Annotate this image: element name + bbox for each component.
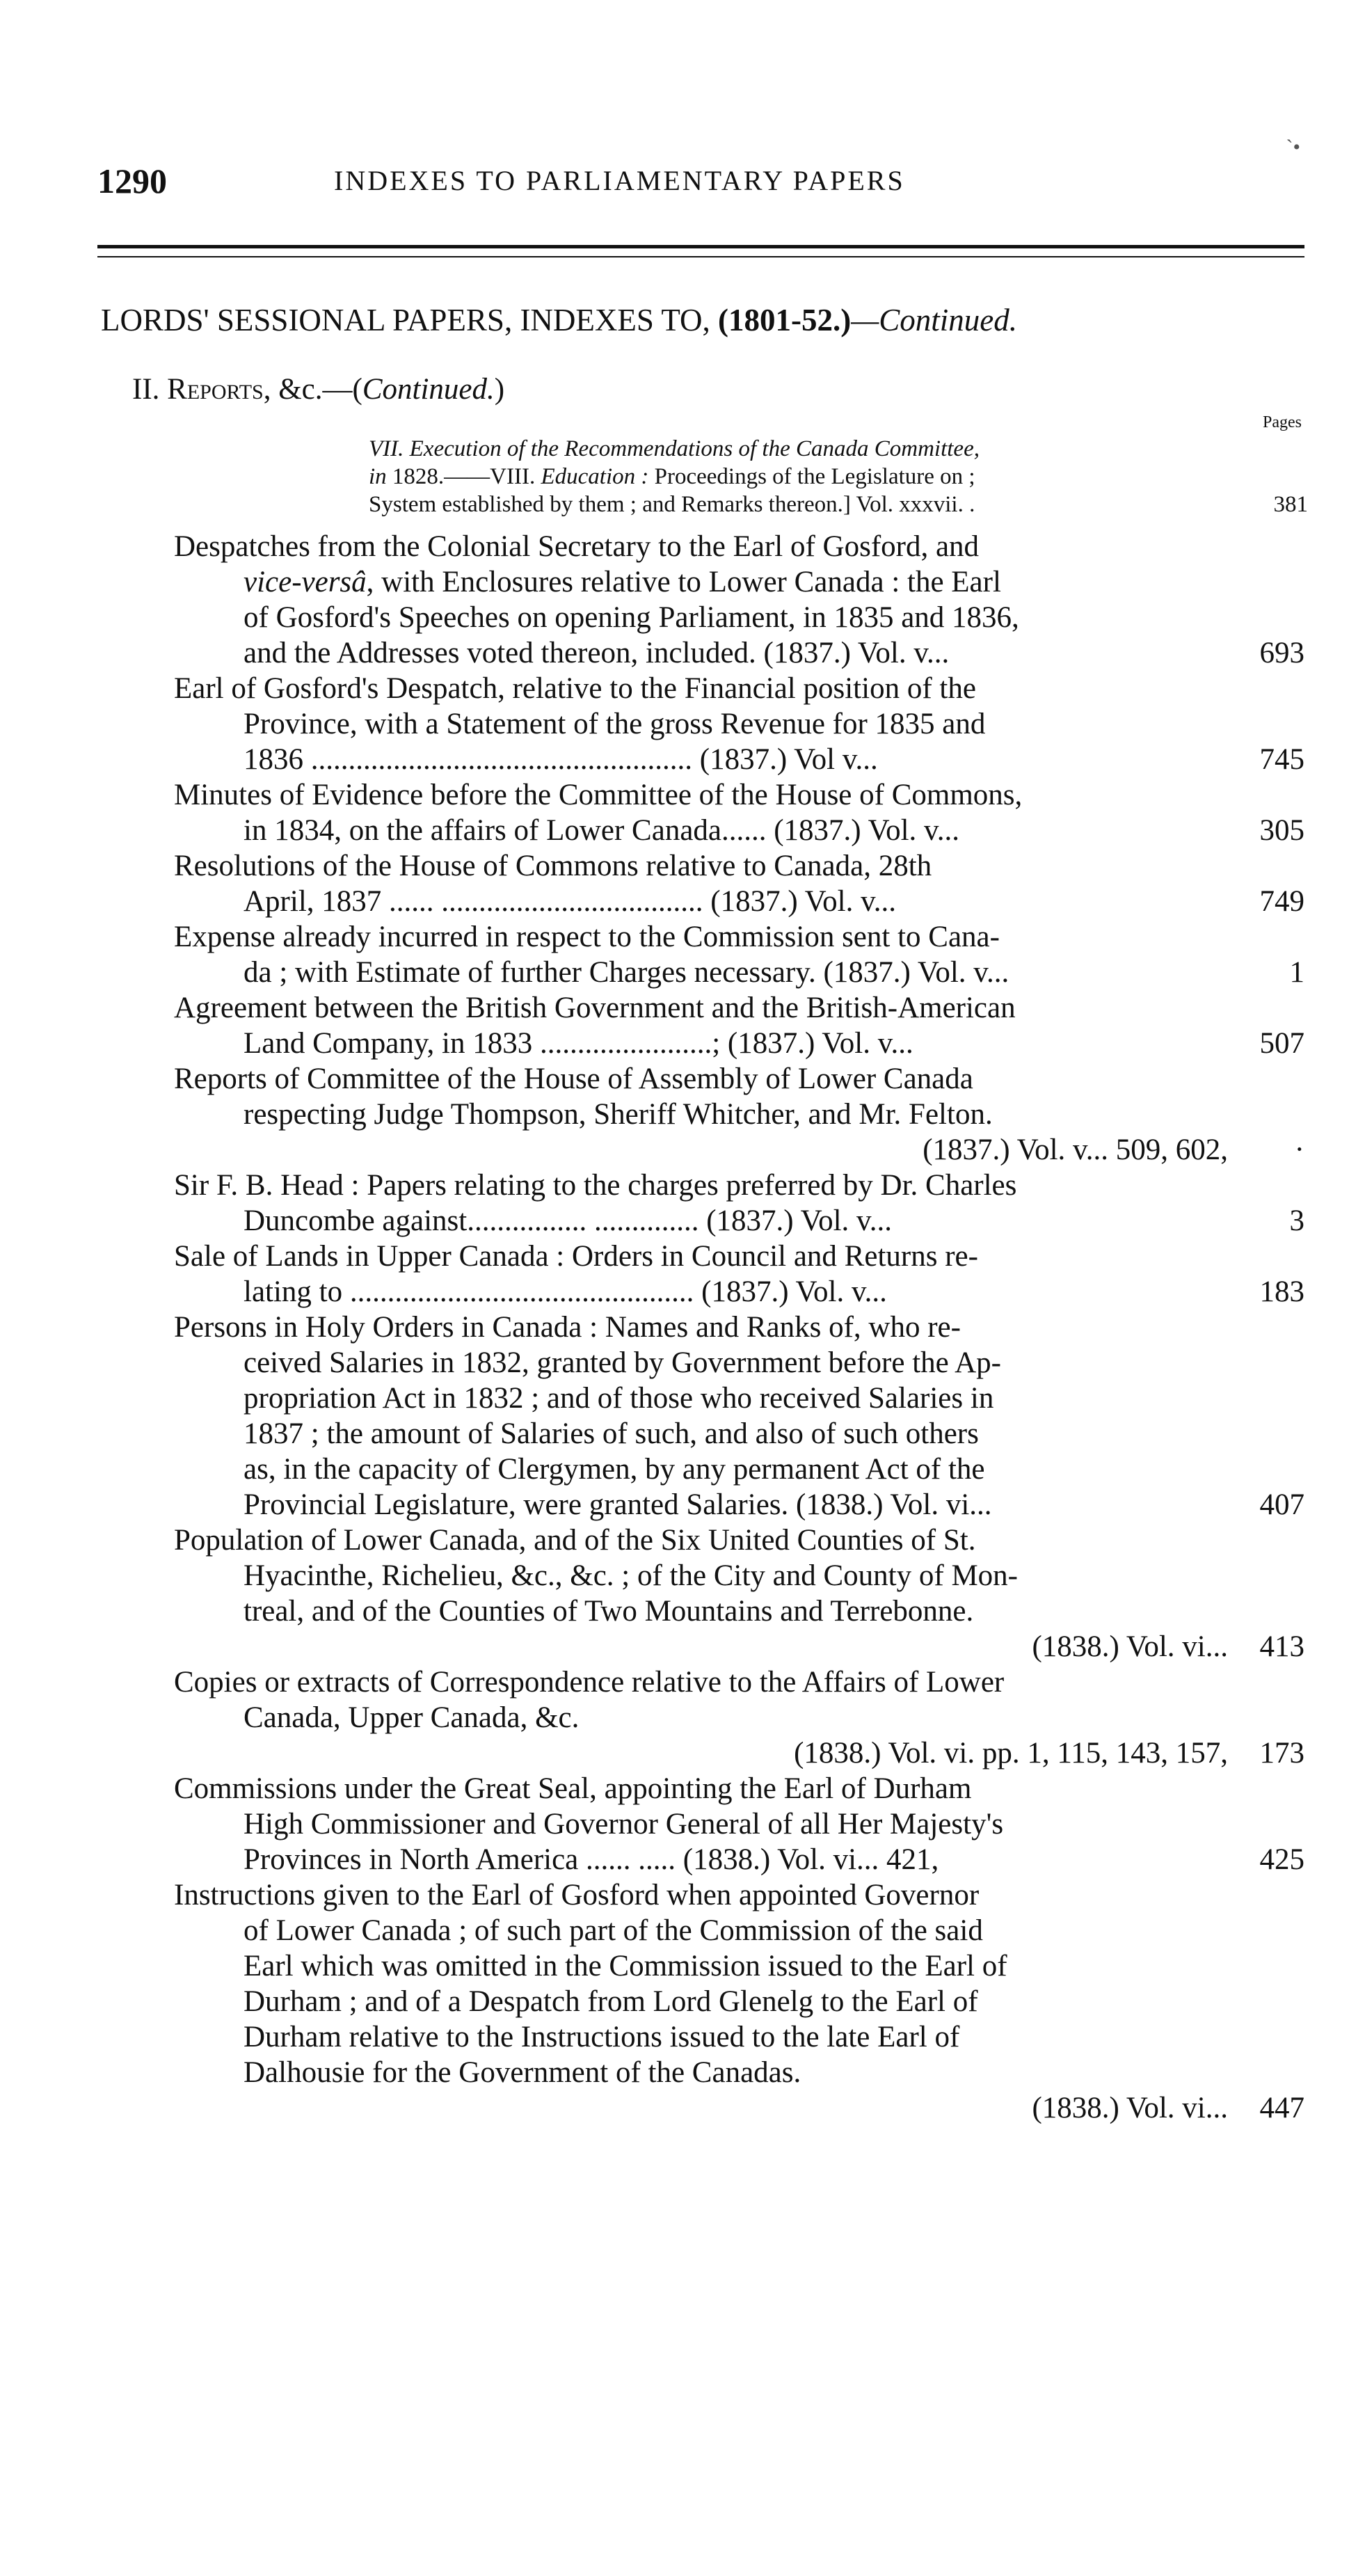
section-heading-years: (1801-52.) <box>718 303 852 337</box>
index-entry-line: Expense already incurred in respect to the Commission sent to Cana- <box>174 921 1000 953</box>
index-entry <box>174 1310 1304 1522</box>
header-rule-thick <box>97 245 1304 248</box>
index-entry-page: 1 <box>1289 956 1304 989</box>
index-entry <box>174 1664 1304 1771</box>
subheading-numeral: II. <box>132 373 168 406</box>
index-entries <box>174 529 1304 2126</box>
index-entry-line: Instructions given to the Earl of Gosford when appointed Governor <box>174 1879 980 1911</box>
index-entry-line: Sir F. B. Head : Papers relating to the charges preferred by Dr. Charles <box>174 1169 1017 1202</box>
index-entry-line: of Lower Canada ; of such part of the Commission of the said <box>244 1914 983 1947</box>
sub-entry-fragment: 1828.——VIII. <box>386 464 541 489</box>
index-entry-line: Durham ; and of a Despatch from Lord Glenelg to the Earl of <box>244 1985 978 2018</box>
index-entry-line: in 1834, on the affairs of Lower Canada...... (1837.) Vol. v... <box>244 814 960 847</box>
running-title: INDEXES TO PARLIAMENTARY PAPERS <box>334 165 905 196</box>
sub-entry-page: 381 <box>1273 492 1308 517</box>
index-entry-line: Persons in Holy Orders in Canada : Names and Ranks of, who re- <box>174 1311 961 1344</box>
index-entry-line: Durham relative to the Instructions issued to the late Earl of <box>244 2021 960 2053</box>
index-entry-line: da ; with Estimate of further Charges necessary. (1837.) Vol. v... <box>244 956 1009 989</box>
pages-column-label: Pages <box>1263 413 1302 431</box>
index-entry-page: 407 <box>1259 1488 1304 1521</box>
section-heading-continued: —Continued. <box>851 303 1018 337</box>
section-heading-main: LORDS' SESSIONAL PAPERS, INDEXES TO, <box>101 303 719 337</box>
index-entry-line: April, 1837 ...... ................................... (1837.) Vol. v... <box>244 885 897 918</box>
index-entry-line: Reports of Committee of the House of Assembly of Lower Canada <box>174 1063 973 1095</box>
index-entry-page: 447 <box>1259 2092 1304 2124</box>
subheading-close: ) <box>494 373 505 406</box>
index-entry-line: propriation Act in 1832 ; and of those who received Salaries in <box>244 1382 994 1415</box>
index-entry-line: High Commissioner and Governor General of all Her Majesty's <box>244 1808 1004 1840</box>
sub-entry-fragment: Education : <box>541 464 655 489</box>
index-entry-page: 3 <box>1289 1204 1304 1237</box>
index-entry-line: Provinces in North America ...... ..... (1838.) Vol. vi... 421, <box>244 1843 939 1876</box>
index-entry <box>174 1061 1304 1168</box>
index-entry <box>174 919 1304 990</box>
index-entry <box>174 1522 1304 1664</box>
index-entry <box>174 671 1304 777</box>
index-entry-line: vice-versâ, with Enclosures relative to Lower Canada : the Earl <box>244 566 1001 598</box>
index-entry-line: Population of Lower Canada, and of the Six United Counties of St. <box>174 1524 976 1557</box>
index-entry-line: Commissions under the Great Seal, appointing the Earl of Durham <box>174 1772 972 1805</box>
index-entry-line: Copies or extracts of Correspondence relative to the Affairs of Lower <box>174 1666 1005 1699</box>
index-entry-line: respecting Judge Thompson, Sheriff Whitcher, and Mr. Felton. <box>244 1098 993 1131</box>
index-entry-line: lating to .............................................. (1837.) Vol. v... <box>244 1275 887 1308</box>
index-entry-line: Provincial Legislature, were granted Salaries. (1838.) Vol. vi... <box>244 1488 992 1521</box>
sub-entry <box>369 435 1308 518</box>
corner-mark: `• <box>1286 136 1300 159</box>
index-entry <box>174 848 1304 919</box>
index-entry-line: 1836 ................................................... (1837.) Vol v... <box>244 743 878 776</box>
index-entry-line: Earl which was omitted in the Commission issued to the Earl of <box>244 1950 1007 1982</box>
sub-entry-fragment: Proceedings of the Legislature on ; <box>654 464 975 489</box>
section-heading <box>101 299 1017 341</box>
sub-entry-line: VII. Execution of the Recommendations of the Canada Committee, <box>369 436 980 461</box>
index-entry-line: as, in the capacity of Clergymen, by any permanent Act of the <box>244 1453 985 1486</box>
header-rule-thin <box>97 256 1304 257</box>
index-entry-page: 749 <box>1259 885 1304 918</box>
index-entry-page: 173 <box>1259 1737 1304 1770</box>
index-entry-page: 305 <box>1259 814 1304 847</box>
sub-entry-line: System established by them ; and Remarks thereon.] Vol. xxxvii. . <box>369 492 975 517</box>
index-entry-line: (1838.) Vol. vi... <box>1032 1630 1228 1663</box>
index-entry-line: Despatches from the Colonial Secretary to the Earl of Gosford, and <box>174 530 980 563</box>
index-entry <box>174 777 1304 848</box>
index-entry-line: Duncombe against................ .............. (1837.) Vol. v... <box>244 1204 892 1237</box>
index-entry-line: Sale of Lands in Upper Canada : Orders in Council and Returns re- <box>174 1240 978 1273</box>
index-entry <box>174 990 1304 1061</box>
italic-term: vice-versâ <box>244 566 367 598</box>
sub-entry-line <box>369 463 1266 491</box>
index-entry-page: · <box>1294 1134 1304 1166</box>
index-entry-line: Minutes of Evidence before the Committee of the House of Commons, <box>174 779 1023 811</box>
index-entry-page: 413 <box>1259 1630 1304 1663</box>
index-entry-line: Dalhousie for the Government of the Canadas. <box>244 2056 801 2089</box>
index-entry-line: Canada, Upper Canada, &c. <box>244 1701 580 1734</box>
index-entry-page: 745 <box>1259 743 1304 776</box>
subheading-rest: , &c.—( <box>263 373 362 406</box>
index-entry-line: (1837.) Vol. v... 509, 602, <box>923 1134 1228 1166</box>
index-entry <box>174 1168 1304 1239</box>
index-entry-line: of Gosford's Speeches on opening Parliament, in 1835 and 1836, <box>244 601 1019 634</box>
index-entry-line: Resolutions of the House of Commons relative to Canada, 28th <box>174 850 932 882</box>
subheading-continued: Continued. <box>362 373 495 406</box>
index-entry-line: Agreement between the British Government and the British-American <box>174 992 1016 1024</box>
index-entry-line: treal, and of the Counties of Two Mountains and Terrebonne. <box>244 1595 974 1628</box>
index-entry-line: Earl of Gosford's Despatch, relative to the Financial position of the <box>174 672 976 705</box>
index-entry <box>174 1771 1304 1877</box>
index-entry-line: ceived Salaries in 1832, granted by Government before the Ap- <box>244 1346 1001 1379</box>
page-number: 1290 <box>97 161 167 200</box>
index-entry-page: 183 <box>1259 1275 1304 1308</box>
index-entry-line: (1838.) Vol. vi. pp. 1, 115, 143, 157, <box>794 1737 1228 1770</box>
index-entry-line: Land Company, in 1833 .......................; (1837.) Vol. v... <box>244 1027 913 1060</box>
index-entry-line: Province, with a Statement of the gross Revenue for 1835 and <box>244 708 986 740</box>
index-entry-page: 425 <box>1259 1843 1304 1876</box>
running-head <box>97 157 1304 205</box>
index-entry <box>174 1239 1304 1310</box>
index-entry-page: 507 <box>1259 1027 1304 1060</box>
sub-entry-fragment: in <box>369 464 387 489</box>
index-entry-line: (1838.) Vol. vi... <box>1032 2092 1228 2124</box>
subheading-label: Reports <box>167 373 264 406</box>
index-entry-line: and the Addresses voted thereon, included. (1837.) Vol. v... <box>244 637 950 669</box>
index-entry-line: 1837 ; the amount of Salaries of such, and also of such others <box>244 1417 979 1450</box>
index-entry <box>174 1877 1304 2126</box>
index-entry-page: 693 <box>1259 637 1304 669</box>
index-entry <box>174 529 1304 671</box>
index-entry-line: Hyacinthe, Richelieu, &c., &c. ; of the City and County of Mon- <box>244 1559 1019 1592</box>
subsection-heading <box>132 369 504 411</box>
